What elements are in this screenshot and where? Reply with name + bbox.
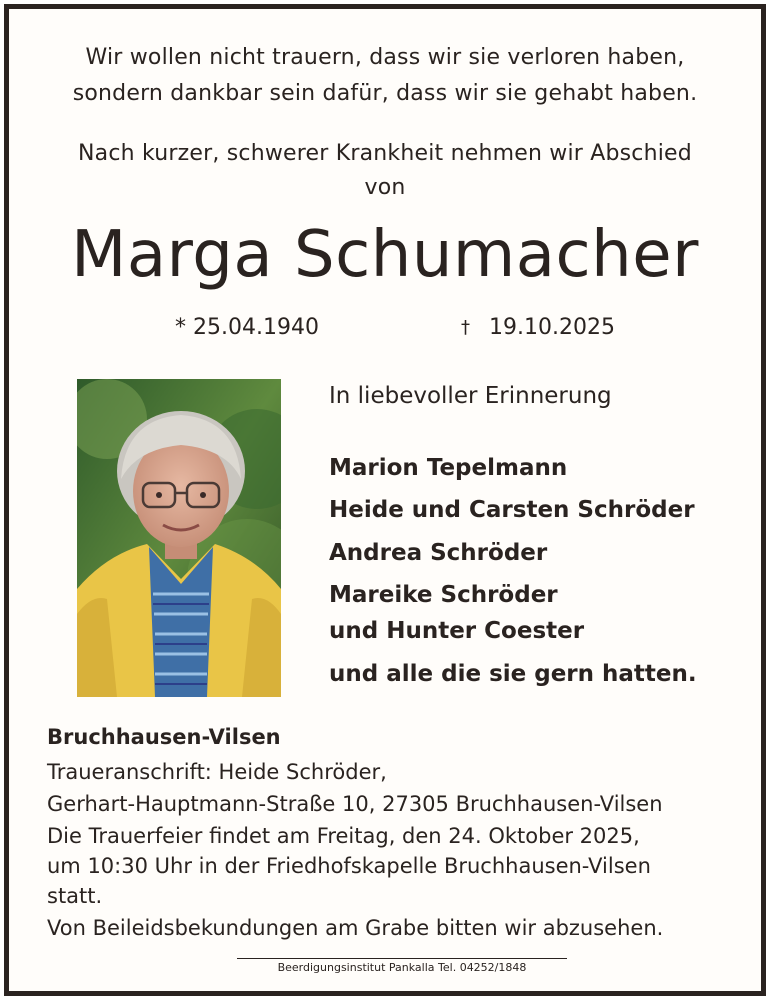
ceremony-line: Die Trauerfeier findet am Freitag, den 24. Oktober 2025,	[47, 824, 640, 848]
intro-line-2: von	[364, 175, 406, 200]
intro-line-1: Nach kurzer, schwerer Krankheit nehmen wir Abschied	[78, 141, 692, 166]
birth-date: * 25.04.1940	[175, 315, 319, 340]
death-date: 19.10.2025	[489, 315, 615, 340]
deceased-name: Marga Schumacher	[71, 218, 699, 292]
quote-line-2: sondern dankbar sein dafür, dass wir sie gehabt haben.	[72, 81, 698, 106]
address-line: Gerhart-Hauptmann-Straße 10, 27305 Bruchhausen-Vilsen	[47, 792, 663, 816]
funeral-home-footer: Beerdigungsinstitut Pankalla Tel. 04252/1848	[237, 958, 567, 974]
ceremony-line: statt.	[47, 884, 103, 908]
death-symbol: †	[461, 317, 470, 338]
mourner-name: Marion Tepelmann	[329, 455, 568, 481]
quote-line-1: Wir wollen nicht trauern, dass wir sie verloren haben,	[85, 45, 685, 70]
condolence-note: Von Beileidsbekundungen am Grabe bitten wir abzusehen.	[47, 916, 664, 940]
obituary-frame	[4, 4, 766, 996]
portrait-photo	[77, 379, 281, 697]
ceremony-line: um 10:30 Uhr in der Friedhofskapelle Bruchhausen-Vilsen	[47, 854, 651, 878]
mourner-name: und Hunter Coester	[329, 618, 585, 644]
memory-heading: In liebevoller Erinnerung	[329, 383, 612, 409]
city-heading: Bruchhausen-Vilsen	[47, 725, 281, 749]
mourner-name: Andrea Schröder	[329, 540, 548, 566]
address-line: Traueranschrift: Heide Schröder,	[47, 760, 387, 784]
mourner-name: Mareike Schröder	[329, 582, 558, 608]
mourner-name: Heide und Carsten Schröder	[329, 497, 695, 523]
mourner-closing: und alle die sie gern hatten.	[329, 661, 697, 687]
